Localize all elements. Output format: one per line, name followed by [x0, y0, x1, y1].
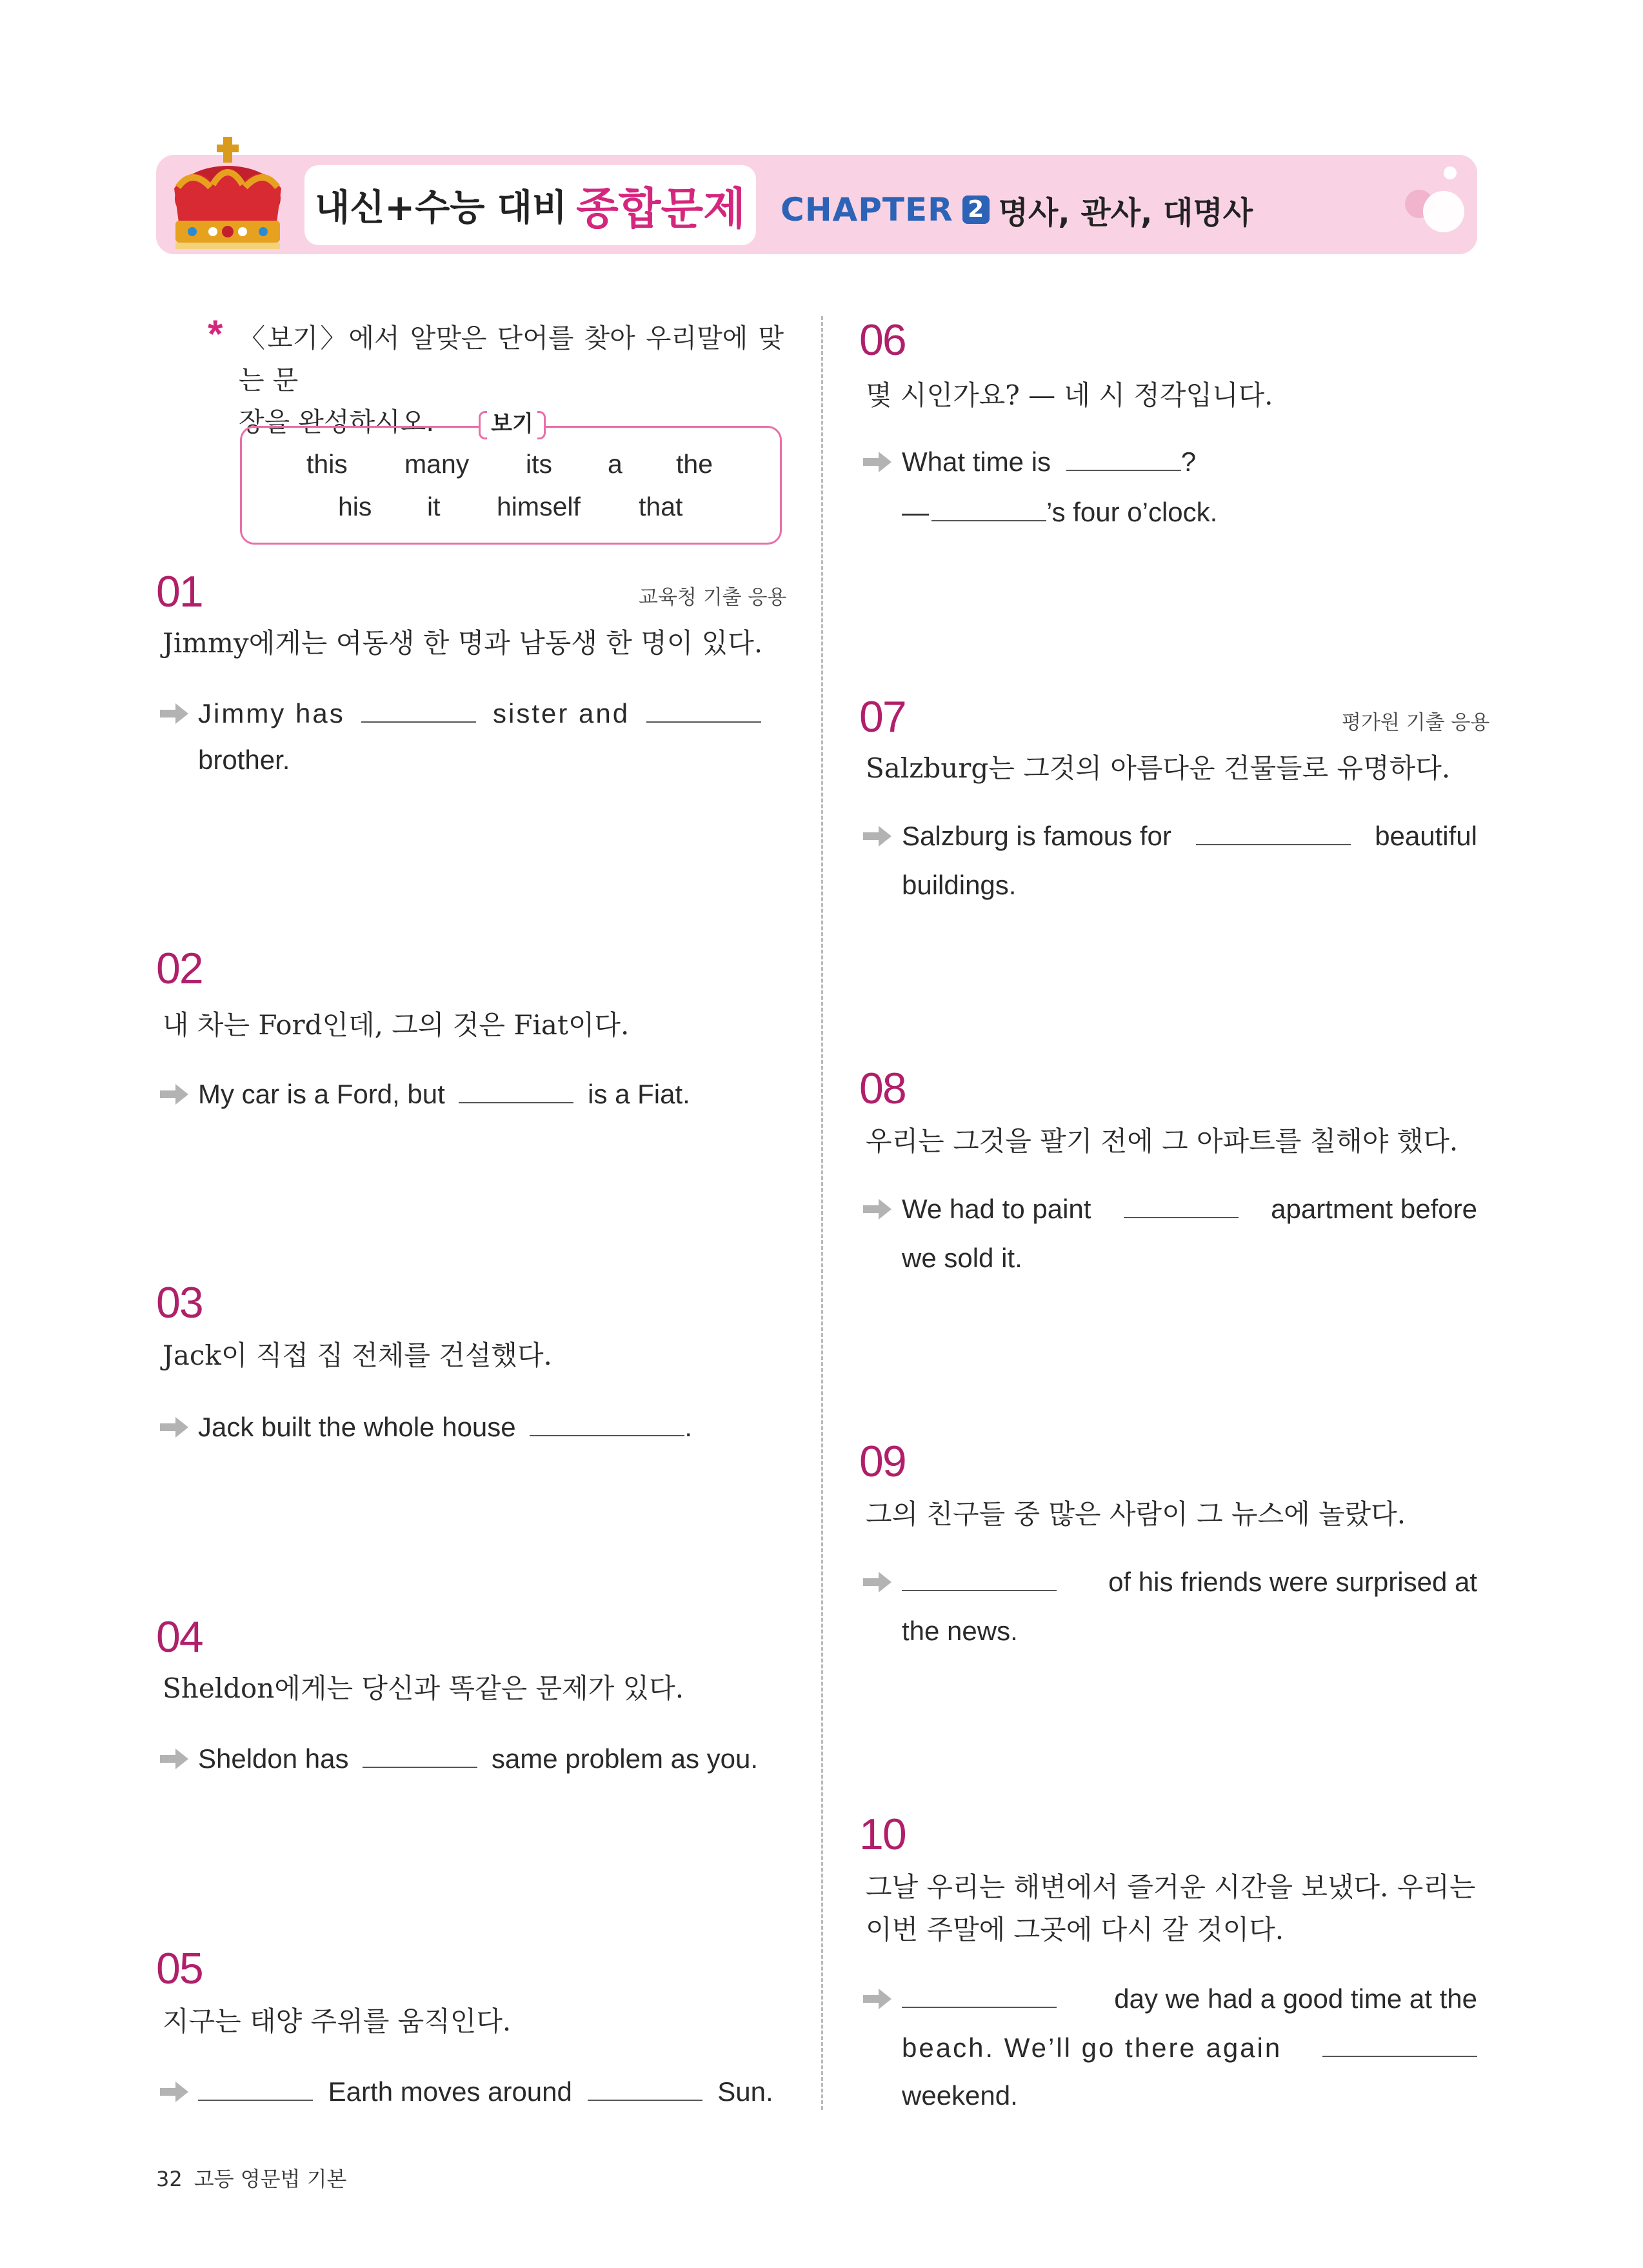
- answer-line: [902, 1558, 1477, 1607]
- word-box-word: its: [526, 449, 552, 479]
- section-title: [304, 165, 756, 245]
- answer-arrow-icon: [160, 1084, 188, 1105]
- word-box-word: himself: [497, 492, 581, 521]
- question-korean: Salzburg는 그것의 아름다운 건물들로 유명하다.: [866, 752, 1451, 784]
- instruction-line-1: 〈보기〉에서 알맞은 단어를 찾아 우리말에 맞는 문: [239, 323, 784, 396]
- question-korean: 그의 친구들 중 많은 사람이 그 뉴스에 놀랐다.: [866, 1498, 1406, 1530]
- question-korean: Jack이 직접 집 전체를 건설했다.: [163, 1340, 552, 1371]
- word-box-word: a: [608, 449, 622, 479]
- question-korean: 지구는 태양 주위를 움직인다.: [163, 2005, 512, 2037]
- answer-blank[interactable]: [1322, 2034, 1477, 2057]
- answer-blank[interactable]: [198, 2078, 313, 2101]
- page-number: 32: [156, 2167, 183, 2191]
- question-korean-line: 이번 주말에 그곳에 다시 갈 것이다.: [866, 1914, 1284, 1945]
- question-number: 05: [156, 1944, 203, 1993]
- answer-text: Sun.: [717, 2076, 773, 2107]
- chapter-heading: [781, 187, 1253, 232]
- title-main: 내신+수능 대비: [315, 187, 568, 229]
- answer-text: Earth moves around: [328, 2076, 572, 2107]
- word-box-word: that: [639, 492, 683, 521]
- instruction-line-2: 장을 완성하시오.: [239, 406, 435, 437]
- word-box-word: this: [306, 449, 348, 479]
- answer-text: —: [902, 497, 929, 527]
- answer-text: day we had a good time at the: [1114, 1983, 1477, 2014]
- word-box: [240, 426, 782, 545]
- answer-text: .: [684, 1412, 692, 1442]
- answer-text: What time is: [902, 447, 1051, 477]
- question-number: 03: [156, 1278, 203, 1327]
- question-korean-text: 그날 우리는 해변에서 즐거운 시간을 보냈다. 우리는: [866, 1871, 1476, 1903]
- answer-arrow-icon: [863, 826, 891, 847]
- answer-blank[interactable]: [530, 1413, 684, 1436]
- question-number: 08: [859, 1064, 906, 1113]
- chapter-topic: 명사, 관사, 대명사: [998, 194, 1253, 231]
- answer-blank[interactable]: [361, 699, 476, 723]
- answer-text: Salzburg is famous for: [902, 821, 1171, 851]
- question-source: 교육청 기출 응용: [639, 586, 787, 609]
- answer-text: weekend.: [902, 2080, 1018, 2111]
- answer-line: [198, 1403, 692, 1452]
- question-number: 09: [859, 1437, 906, 1486]
- answer-text: sister and: [493, 698, 630, 728]
- answer-line: [902, 437, 1196, 487]
- question-korean: [866, 1866, 1477, 1951]
- answer-line: [902, 1185, 1477, 1234]
- answer-line: [902, 2023, 1477, 2072]
- answer-arrow-icon: [863, 1199, 891, 1219]
- answer-blank[interactable]: [931, 498, 1046, 521]
- chapter-number: 2: [962, 196, 990, 224]
- answer-line: [198, 689, 784, 738]
- question-number: 07: [859, 692, 906, 741]
- answer-text: Sheldon has: [198, 1743, 349, 1774]
- answer-text: ?: [1180, 447, 1197, 477]
- word-box-word: the: [676, 449, 713, 479]
- answer-line: [902, 812, 1477, 861]
- answer-text: My car is a Ford, but: [198, 1079, 445, 1109]
- question-number: 06: [859, 316, 906, 365]
- answer-arrow-icon: [160, 1749, 188, 1769]
- answer-text: buildings.: [902, 870, 1017, 900]
- answer-blank[interactable]: [1196, 822, 1351, 845]
- answer-blank[interactable]: [588, 2078, 702, 2101]
- page-footer: [156, 2163, 346, 2193]
- question-korean: 우리는 그것을 팔기 전에 그 아파트를 칠해야 했다.: [866, 1125, 1459, 1157]
- answer-line: [902, 1974, 1477, 2023]
- answer-text: beach. We’ll go there again: [902, 2032, 1282, 2063]
- answer-line: [198, 1070, 690, 1119]
- answer-text: brother.: [198, 745, 290, 775]
- question-korean: 내 차는 Ford인데, 그의 것은 Fiat이다.: [163, 1009, 630, 1041]
- word-box-word: his: [338, 492, 372, 521]
- answer-blank[interactable]: [902, 1568, 1057, 1591]
- answer-arrow-icon: [160, 2082, 188, 2102]
- question-korean: 몇 시인가요? — 네 시 정각입니다.: [866, 379, 1273, 411]
- question-number: 10: [859, 1810, 906, 1859]
- column-divider: [821, 316, 823, 2110]
- question-number: 02: [156, 944, 203, 993]
- answer-text: we sold it.: [902, 1243, 1022, 1273]
- word-box-word: it: [427, 492, 441, 521]
- answer-blank[interactable]: [1124, 1195, 1239, 1218]
- question-number: 01: [156, 567, 203, 616]
- answer-line: [198, 2067, 773, 2116]
- answer-text: Jack built the whole house: [198, 1412, 516, 1442]
- chapter-word: CHAPTER: [781, 191, 953, 228]
- answer-line: [902, 488, 1217, 537]
- answer-arrow-icon: [863, 452, 891, 472]
- answer-blank[interactable]: [902, 1985, 1057, 2008]
- book-title: 고등 영문법 기본: [194, 2167, 347, 2191]
- answer-blank[interactable]: [459, 1080, 573, 1103]
- answer-text: apartment before: [1271, 1194, 1477, 1224]
- answer-text: same problem as you.: [491, 1743, 759, 1774]
- question-korean: Jimmy에게는 여동생 한 명과 남동생 한 명이 있다.: [163, 627, 763, 659]
- title-accent: 종합문제: [576, 183, 746, 235]
- answer-line: [198, 1734, 758, 1783]
- answer-arrow-icon: [160, 1417, 188, 1438]
- answer-text: Jimmy has: [198, 698, 345, 728]
- decorative-bubbles-icon: [1393, 159, 1471, 243]
- instruction-star: *: [208, 312, 223, 356]
- answer-text: is a Fiat.: [588, 1079, 690, 1109]
- answer-text: We had to paint: [902, 1194, 1091, 1224]
- question-source: 평가원 기출 응용: [1342, 711, 1490, 734]
- answer-text: ’s four o’clock.: [1046, 497, 1218, 527]
- crown-icon: [166, 137, 289, 253]
- answer-blank[interactable]: [646, 699, 761, 723]
- question-korean-line: [866, 1866, 1477, 1909]
- word-box-label: 보기: [479, 408, 546, 439]
- answer-text: the news.: [902, 1616, 1018, 1646]
- question-korean: Sheldon에게는 당신과 똑같은 문제가 있다.: [163, 1672, 684, 1704]
- answer-arrow-icon: [863, 1989, 891, 2009]
- answer-arrow-icon: [863, 1572, 891, 1592]
- answer-blank[interactable]: [1066, 448, 1181, 471]
- answer-arrow-icon: [160, 703, 188, 724]
- answer-blank[interactable]: [363, 1745, 477, 1768]
- answer-text: of his friends were surprised at: [1108, 1567, 1477, 1597]
- question-number: 04: [156, 1612, 203, 1661]
- word-box-word: many: [404, 449, 470, 479]
- answer-text: beautiful: [1375, 821, 1477, 851]
